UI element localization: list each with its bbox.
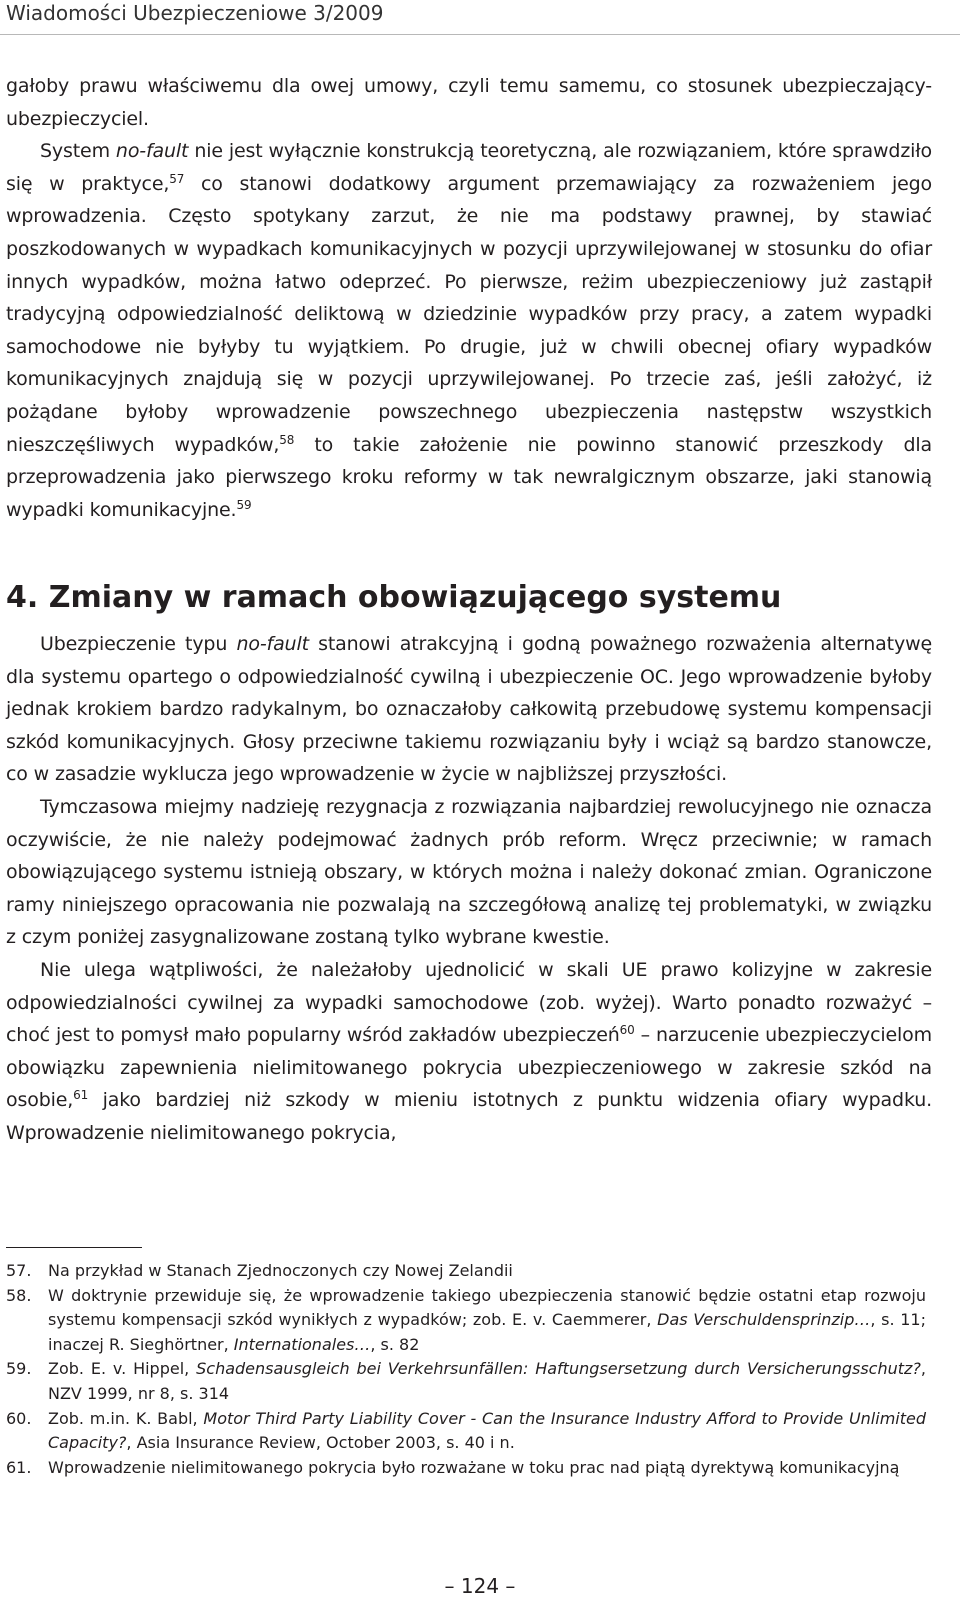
footnote-rule <box>6 1247 142 1248</box>
footnote-ref-59[interactable]: 59 <box>236 497 252 512</box>
body-text-section-3 <box>6 70 932 526</box>
body-text-section-4 <box>6 628 932 1150</box>
paragraph-3 <box>6 954 932 1150</box>
text-run: stanowi atrakcyjną i godną poważnego rozważenia alternatywę dla systemu opartego o odpowiedzialność cywilną i ubezpieczenie OC. Jego wprowadzenie byłoby jednak krokiem bardzo radykalnym, bo oznaczałoby całkowitą przebudowę systemu kompensacji szkód komunikacyjnych. Głosy przeciwne takiemu rozwiązaniu były i wciąż są bardzo stanowcze, co w zasadzie wyklucza jego wprowadzenie w życie w najbliższej przyszłości. <box>6 633 932 786</box>
footnote-text <box>48 1284 926 1358</box>
emphasis-title: Das Verschuldensprinzip… <box>657 1310 871 1330</box>
text-run: jako bardziej niż szkody w mieniu istotnych z punktu widzenia ofiary wypadku. Wprowadzenie nielimitowanego pokrycia, <box>6 1089 932 1144</box>
footnote-number: 60. <box>6 1408 32 1428</box>
running-header: Wiadomości Ubezpieczeniowe 3/2009 <box>6 1 384 25</box>
footnote-60 <box>6 1407 926 1456</box>
header-rule <box>0 34 960 35</box>
footnote-59 <box>6 1357 926 1406</box>
page-number: – 124 – <box>444 1574 516 1598</box>
text-run: to takie założenie nie powinno stanowić przeszkody dla przeprowadzenia jako pierwszego kroku reformy w tak newralgicznym obszarze, jaki stanowią wypadki komunikacyjne. <box>6 433 932 521</box>
emphasis-title: Motor Third Party Liability Cover - Can the Insurance Industry Afford to Provide Unlimited Capacity? <box>48 1408 927 1453</box>
text-run: – narzucenie ubezpieczycielom obowiązku zapewnienia nielimitowanego pokrycia ubezpieczeniowego w zakresie szkód na osobie, <box>6 1024 932 1112</box>
text-run: , Asia Insurance Review, October 2003, s. 40 i n. <box>126 1433 515 1453</box>
footnote-number: 59. <box>6 1359 32 1379</box>
footnote-ref-60[interactable]: 60 <box>619 1023 635 1038</box>
text-run: Nie ulega wątpliwości, że należałoby ujednolicić w skali UE prawo kolizyjne w zakresie odpowiedzialności cywilnej za wypadki samochodowe (zob. wyżej). Warto ponadto rozważyć – choć jest to pomysł mało popularny wśród zakładów ubezpieczeń <box>6 958 932 1047</box>
text-run: W doktrynie przewiduje się, że wprowadzenie takiego ubezpieczenia stanowić będzie ostatni etap rozwoju systemu kompensacji szkód wynikłych z wypadków; zob. E. v. Caemmerer, <box>48 1285 926 1330</box>
emphasis-title: Schadensausgleich bei Verkehrsunfällen: Haftungsersetzung durch Versicherungsschutz? <box>196 1359 921 1379</box>
text-run: , s. 11; inaczej R. Sieghörtner, <box>48 1310 926 1354</box>
text-run: System <box>40 140 116 163</box>
section-heading: 4. Zmiany w ramach obowiązującego systemu <box>6 580 782 615</box>
footnotes <box>6 1259 926 1480</box>
paragraph-no-fault-practice <box>6 135 932 526</box>
emphasis-no-fault: no-fault <box>236 633 309 655</box>
footnote-ref-57[interactable]: 57 <box>169 171 185 186</box>
footnote-58 <box>6 1284 926 1358</box>
text-run: Ubezpieczenie typu <box>40 633 237 655</box>
footnote-57 <box>6 1259 926 1284</box>
footnote-ref-58[interactable]: 58 <box>279 432 295 447</box>
footnote-text: Na przykład w Stanach Zjednoczonych czy Nowej Zelandii <box>48 1261 513 1280</box>
paragraph-1 <box>6 628 932 791</box>
text-run: , s. 82 <box>370 1334 420 1354</box>
emphasis-title: Internationales… <box>233 1334 371 1354</box>
footnote-number: 61. <box>6 1457 32 1477</box>
text-run: co stanowi dodatkowy argument przemawiający za rozważeniem jego wprowadzenia. Często spotykany zarzut, że nie ma podstawy prawnej, by stawiać poszkodowanych w wypadkach komunikacyjnych w pozycji uprzywilejowanej w stosunku do ofiar innych wypadków, można łatwo odeprzeć. Po pierwsze, reżim ubezpieczeniowy już zastąpił tradycyjną odpowiedzialność deliktową w dziedzinie wypadków przy pracy, a zatem wypadki samochodowe nie byłyby tu wyjątkiem. Po drugie, już w chwili obecnej ofiary wypadków komunikacyjnych znajdują się w pozycji uprzywilejowanej. Po trzecie zaś, jeśli założyć, iż pożądane byłoby wprowadzenie powszechnego ubezpieczenia następstw wszystkich nieszczęśliwych wypadków, <box>6 172 932 456</box>
footnote-text <box>48 1357 926 1406</box>
text-run: , NZV 1999, nr 8, s. 314 <box>48 1359 926 1403</box>
footnote-number: 57. <box>6 1261 32 1280</box>
emphasis-no-fault: no-fault <box>115 140 189 163</box>
footnote-61 <box>6 1456 926 1481</box>
footnote-number: 58. <box>6 1285 32 1305</box>
text-run: nie jest wyłącznie konstrukcją teoretyczną, ale rozwiązaniem, które sprawdziło się w praktyce, <box>6 140 933 195</box>
paragraph-2: Tymczasowa miejmy nadzieję rezygnacja z rozwiązania najbardziej rewolucyjnego nie oznacza oczywiście, że nie należy podejmować żadnych prób reform. Wręcz przeciwnie; w ramach obowiązującego systemu istnieją obszary, w których można i należy dokonać zmian. Ograniczone ramy niniejszego opracowania nie pozwalają na szczegółową analizę tej problematyki, w związku z czym poniżej zasygnalizowane zostaną tylko wybrane kwestie. <box>6 795 932 949</box>
text-run: Zob. m.in. K. Babl, <box>48 1408 204 1428</box>
paragraph-continuation: gałoby prawu właściwemu dla owej umowy, czyli temu samemu, co stosunek ubezpieczający-ubezpieczyciel. <box>6 75 932 130</box>
text-run: Zob. E. v. Hippel, <box>48 1359 197 1379</box>
footnote-text: Wprowadzenie nielimitowanego pokrycia było rozważane w toku prac nad piątą dyrektywą komunikacyjną <box>48 1457 900 1477</box>
footnote-ref-61[interactable]: 61 <box>73 1088 89 1103</box>
footnote-text <box>48 1407 926 1456</box>
